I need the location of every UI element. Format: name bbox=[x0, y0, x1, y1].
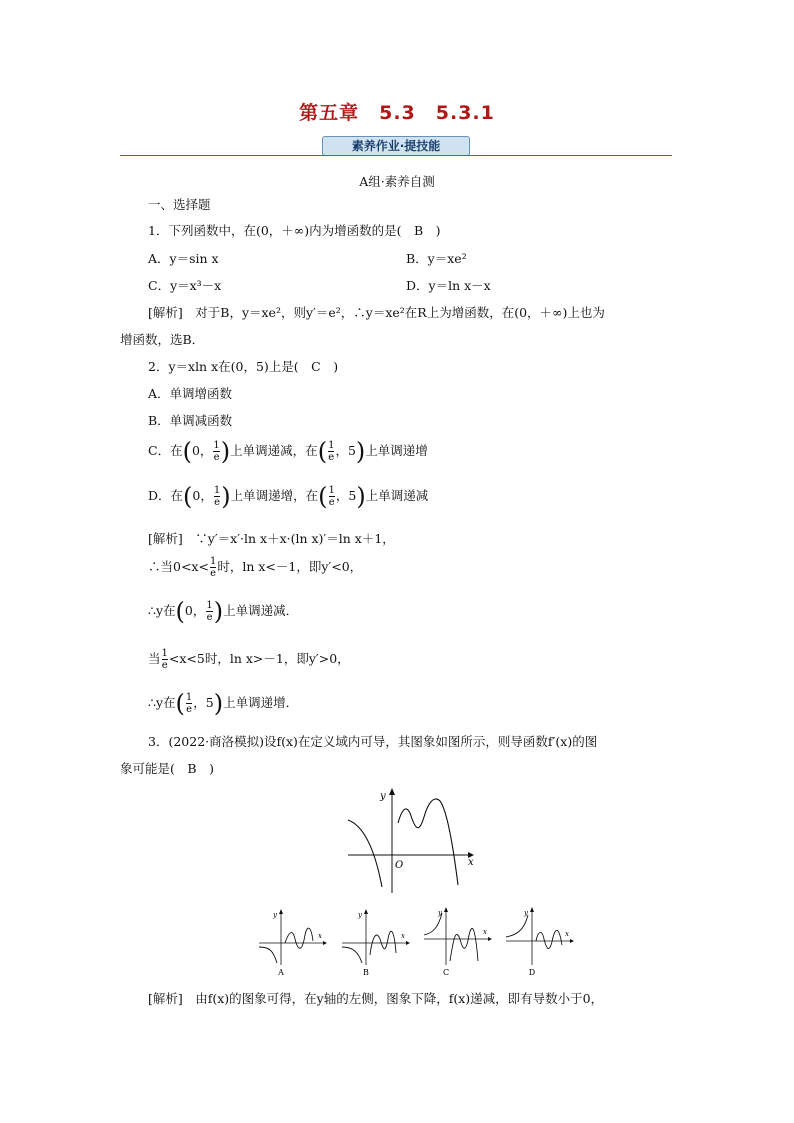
y-axis-label: y bbox=[380, 791, 386, 802]
svg-text:x: x bbox=[483, 928, 487, 936]
q1-option-a: A．y＝sin x bbox=[148, 251, 219, 266]
option-label-d: D bbox=[528, 968, 536, 977]
q3-stem-line1: 3．(2022·商洛模拟)设f(x)在定义域内可导，其图象如图所示，则导函数f′(x)的图 bbox=[148, 734, 598, 749]
option-graph-c bbox=[420, 905, 500, 977]
header-divider bbox=[120, 155, 672, 156]
q2-option-d: D．在(0， $\frac{1}{e}$ )上单调递增，在( $\frac{1}{e}$ ，5)上单调递减 bbox=[148, 482, 429, 511]
q1-option-b: B．y＝xe² bbox=[406, 251, 467, 266]
fraction-1-over-e: $\frac{1}{e}$ bbox=[213, 440, 220, 463]
svg-text:x: x bbox=[565, 930, 569, 938]
svg-text:x: x bbox=[318, 932, 322, 940]
section-banner: 素养作业·提技能 bbox=[322, 136, 470, 156]
x-axis-label: x bbox=[468, 857, 474, 868]
curve-right-branch bbox=[398, 799, 458, 885]
q2-analysis-line4: 当 $\frac{1}{e}$ <x<5时，ln x>－1，即y′>0， bbox=[148, 648, 350, 671]
q2-analysis-line3: ∴y在(0， $\frac{1}{e}$ )上单调递减． bbox=[148, 597, 299, 626]
q2-analysis-line1: [解析] ∵y′＝x′·ln x＋x·(ln x)′＝ln x＋1， bbox=[148, 531, 395, 546]
fraction-1-over-e: $\frac{1}{e}$ bbox=[328, 485, 335, 508]
q2-analysis-line5: ∴y在( $\frac{1}{e}$ ，5)上单调递增． bbox=[148, 689, 299, 718]
svg-text:y: y bbox=[273, 911, 277, 919]
group-heading: A组·素养自测 bbox=[359, 174, 435, 189]
fraction-1-over-e: $\frac{1}{e}$ bbox=[213, 485, 221, 508]
svg-text:y: y bbox=[358, 911, 362, 919]
q2-option-c: C．在(0， $\frac{1}{e}$ )上单调递减，在( $\frac{1}{e}$ ，5)上单调递增 bbox=[148, 437, 428, 466]
q1-analysis-line1: [解析] 对于B，y＝xe²，则y′＝e²，∴y＝xe²在R上为增函数，在(0，＋∞)上也为 bbox=[148, 305, 605, 320]
q1-option-d: D．y＝ln x－x bbox=[406, 278, 491, 293]
svg-text:x: x bbox=[401, 932, 405, 940]
q1-analysis-line2: 增函数，选B． bbox=[120, 332, 205, 347]
q2-stem: 2．y＝xln x在(0，5)上是( C ) bbox=[148, 359, 339, 374]
q2-analysis-line2: ∴当0<x< $\frac{1}{e}$ 时，ln x<－1，即y′<0， bbox=[148, 556, 363, 579]
q2-option-b: B．单调减函数 bbox=[148, 413, 233, 428]
svg-text:y: y bbox=[524, 909, 528, 917]
fraction-1-over-e: $\frac{1}{e}$ bbox=[328, 440, 335, 463]
section-heading: 一、选择题 bbox=[148, 197, 211, 212]
svg-text:y: y bbox=[438, 909, 442, 917]
option-label-b: B bbox=[363, 968, 369, 977]
option-graph-b bbox=[338, 905, 418, 977]
option-label-a: A bbox=[278, 968, 284, 977]
function-graph bbox=[340, 785, 480, 897]
q2-option-a: A．单调增函数 bbox=[148, 386, 233, 401]
q1-option-c: C．y＝x³－x bbox=[148, 278, 222, 293]
q1-stem: 1．下列函数中，在(0，＋∞)内为增函数的是( B ) bbox=[148, 223, 441, 238]
curve-left-branch bbox=[348, 820, 382, 887]
q3-stem-line2: 象可能是( B ) bbox=[120, 761, 214, 776]
origin-label: O bbox=[395, 860, 404, 871]
page-title: 第五章 5.3 5.3.1 bbox=[299, 102, 495, 124]
option-graph-a bbox=[255, 905, 335, 977]
option-label-c: C bbox=[442, 968, 450, 977]
q3-analysis: [解析] 由f(x)的图象可得，在y轴的左侧，图象下降，f(x)递减，即有导数小于0， bbox=[148, 991, 604, 1006]
option-graph-d bbox=[502, 905, 582, 977]
